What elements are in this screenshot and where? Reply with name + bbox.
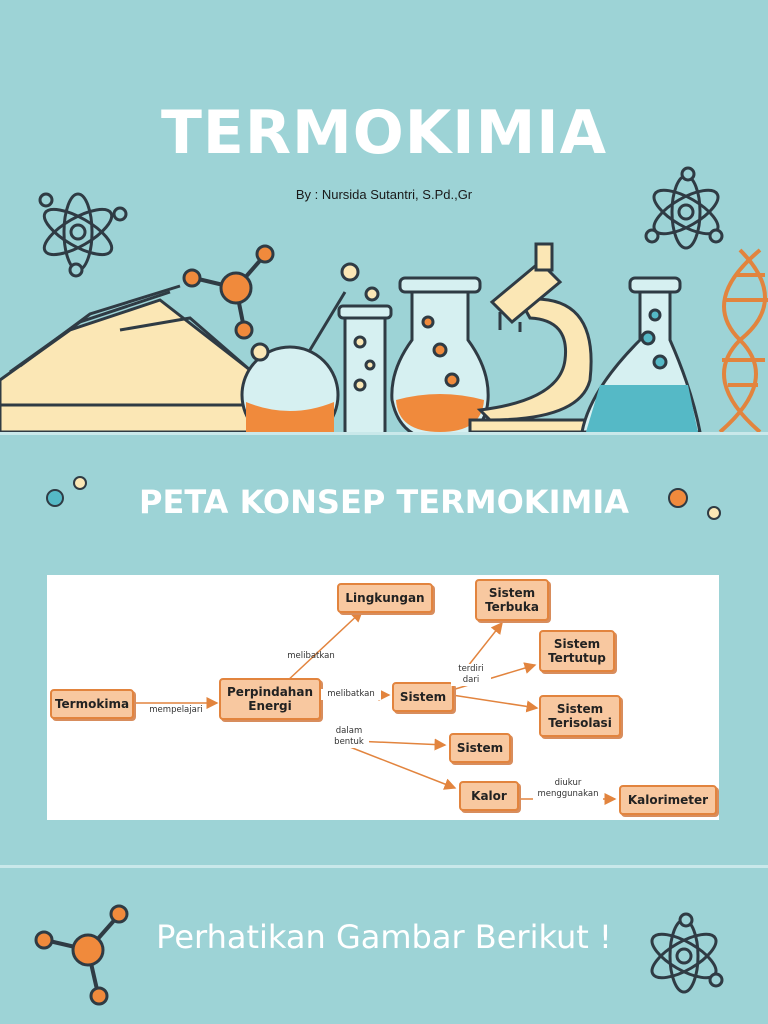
author-byline: By : Nursida Sutantri, S.Pd.,Gr <box>295 187 473 202</box>
edge-label-diukur-menggunakan <box>533 778 603 800</box>
node-sistem-terisolasi-line1: Sistem <box>556 702 604 716</box>
section-title: Perhatikan Gambar Berikut ! <box>156 918 612 956</box>
node-sistem-terisolasi <box>539 695 621 737</box>
next-slide <box>0 868 768 1024</box>
edge-label-menggunakan: menggunakan <box>537 789 599 799</box>
erlenmeyer-flask-icon <box>582 278 700 432</box>
edge-label-diukur: diukur <box>554 778 582 788</box>
microscope-icon <box>470 244 610 432</box>
atom-icon <box>646 168 724 248</box>
node-perpindahan-energi <box>219 678 321 720</box>
edge-label-bentuk: bentuk <box>334 737 364 747</box>
edge-label-terdiri-dari <box>451 664 491 686</box>
concept-map <box>47 575 719 820</box>
node-sistem-terbuka-line1: Sistem <box>488 586 536 600</box>
node-kalor: Kalor <box>459 781 519 811</box>
dna-icon <box>720 250 768 432</box>
node-sistem-tertutup-line1: Sistem <box>553 637 601 651</box>
node-sistem-tertutup <box>539 630 615 672</box>
node-sistem-terbuka <box>475 579 549 621</box>
concept-map-slide <box>0 435 768 865</box>
erlenmeyer-flask-icon <box>392 278 488 432</box>
node-perpindahan-energi-line1: Perpindahan <box>227 685 313 699</box>
flask-icon <box>242 292 345 432</box>
edge-label-mempelajari: mempelajari <box>149 705 203 715</box>
test-tube-icon <box>339 306 391 432</box>
edge-label-melibatkan-up: melibatkan <box>287 651 335 661</box>
node-sistem: Sistem <box>392 682 454 712</box>
node-lingkungan: Lingkungan <box>337 583 433 613</box>
edge-label-terdiri: terdiri <box>458 664 484 674</box>
edge-label-melibatkan-right: melibatkan <box>321 689 381 700</box>
section-title: PETA KONSEP TERMOKIMIA <box>139 483 629 521</box>
atom-icon <box>38 194 126 276</box>
edge-label-dalam-bentuk <box>329 726 369 748</box>
node-sistem-terbuka-line2: Terbuka <box>485 600 539 614</box>
node-sistem-terisolasi-line2: Terisolasi <box>548 716 612 730</box>
science-illustration <box>0 0 768 432</box>
node-sistem-bentuk: Sistem <box>449 733 511 763</box>
edge-label-dalam: dalam <box>335 726 363 736</box>
node-perpindahan-energi-line2: Energi <box>248 699 292 713</box>
node-kalorimeter: Kalorimeter <box>619 785 717 815</box>
node-termokima: Termokima <box>50 689 134 719</box>
book-icon <box>0 286 250 432</box>
title-slide <box>0 0 768 432</box>
node-sistem-tertutup-line2: Tertutup <box>548 651 606 665</box>
page-title: TERMOKIMIA <box>160 98 608 168</box>
edge-label-dari: dari <box>462 675 480 685</box>
